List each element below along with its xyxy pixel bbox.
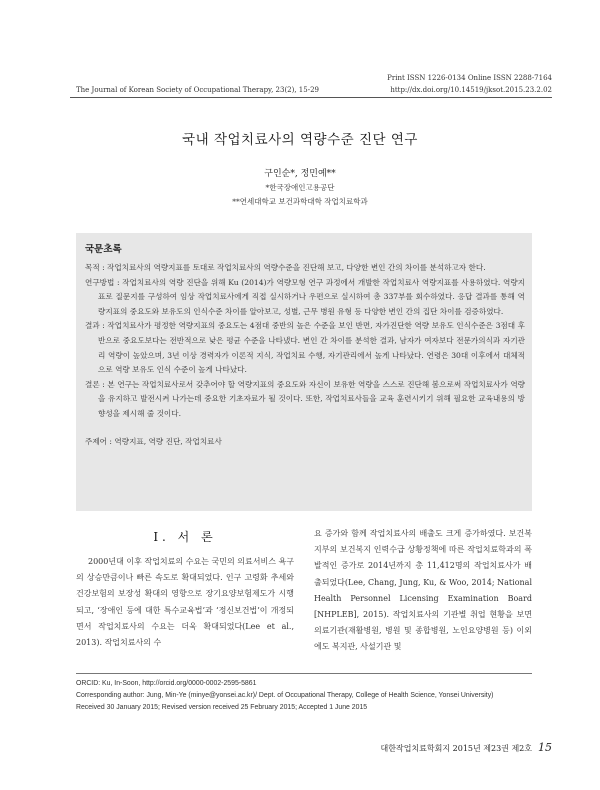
abstract-keywords: 주제어 : 역량지표, 역량 진단, 작업치료사 <box>85 436 222 446</box>
footnote-received-dates: Received 30 January 2015; Revised version received 25 February 2015; Accepted 1 June 2015 <box>76 704 368 711</box>
affiliation-2: **연세대학교 보건과학대학 작업치료학과 <box>232 197 368 206</box>
abstract-method: 연구방법 : 작업치료사의 역량 진단을 위해 Ku (2014)가 역량모형 연구 과정에서 개발한 작업치료사 역량지표를 사용하였다. 역량지표로 질문지를 구성하여 임상 작업치료사에게 직접 실시하거나 우편으로 실시하여 총 337부를 회수하였다. 응답 결과를 통해 역량지표의 중요도와 보유도의 인식수준 차이를 알아보고, 성별, 근무 병원 유형 등 다양한 변인 간의 집단 차이를 검증하였다. <box>85 277 525 316</box>
issn-line: Print ISSN 1226-0134 Online ISSN 2288-7164 <box>387 74 552 82</box>
body-left-column: 2000년대 이후 작업치료의 수요는 국민의 의료서비스 욕구의 상승만큼이나 빠른 속도로 확대되었다. 인구 고령화 추세와 건강보험의 보장성 확대의 영향으로 장기요양보험제도가 시행되고, ‘장애인 등에 대한 특수교육법’과 ‘정신보건법’이 개정되면서 작업치료사의 수요는 더욱 확대되었다(Lee et al., 2013). 작업치료사의 수 <box>76 557 294 648</box>
header-rule <box>70 97 552 98</box>
journal-citation: The Journal of Korean Society of Occupational Therapy, 23(2), 15-29 <box>76 86 319 94</box>
footnote-corresponding-author: Corresponding author: Jung, Min-Ye (minye@yonsei.ac.kr)/ Dept. of Occupational Therapy, College of Health Science, Yonsei University) <box>76 692 494 699</box>
section-heading-introduction: Ⅰ. 서 론 <box>153 530 217 544</box>
abstract-purpose: 목적 : 작업치료사의 역량지표를 토대로 작업치료사의 역량수준을 진단해 보고, 다양한 변인 간의 차이를 분석하고자 한다. <box>85 263 486 272</box>
abstract-heading: 국문초록 <box>85 244 122 255</box>
author-names: 구인순*, 정민예** <box>264 169 336 179</box>
doi-link[interactable]: http://dx.doi.org/10.14519/jksot.2015.23.2.02 <box>390 86 552 94</box>
abstract-results: 결과 : 작업치료사가 평정한 역량지표의 중요도는 4점대 중반의 높은 수준을 보인 반면, 자가진단한 역량 보유도 인식수준은 3점대 후반으로 중요도보다는 전반적으로 낮은 평균 수준을 나타냈다. 변인 간 차이를 분석한 결과, 남자가 여자보다 전문가의식과 자기관리 역량이 높았으며, 3년 이상 경력자가 이론적 지식, 작업치료 수행, 자기관리에서 높게 나타났다. 연령은 30대 이후에서 대체적으로 역량 보유도 인식 수준이 높게 나타났다. <box>85 321 525 375</box>
page-footer <box>381 741 552 754</box>
abstract-conclusion: 결론 : 본 연구는 작업치료사로서 갖추어야 할 역량지표의 중요도와 자신이 보유한 역량을 스스로 진단해 봄으로써 작업치료사가 역량을 유지하고 발전시켜 나가는데 중요한 기초자료가 될 것이다. 또한, 작업치료사들을 교육 훈련시키기 위해 필요한 교육내용의 방향성을 제시해 줄 것이다. <box>85 379 525 418</box>
paper-title: 국내 작업치료사의 역량수준 진단 연구 <box>182 132 418 148</box>
page-number: 15 <box>538 741 552 754</box>
footnote-orcid: ORCID: Ku, In-Soon, http://orcid.org/0000-0002-2595-5861 <box>76 680 257 687</box>
footer-journal-issue: 대한작업치료학회지 2015년 제23권 제2호 <box>380 744 532 753</box>
affiliation-1: *한국장애인고용공단 <box>265 183 335 192</box>
footnotes <box>76 678 546 714</box>
footnote-rule <box>76 673 532 674</box>
body-right-column: 요 증가와 함께 작업치료사의 배출도 크게 증가하였다. 보건복지부의 보건복지 인력수급 상황정책에 따른 작업치료학과의 폭발적인 증가로 2014년까지 총 11,412명의 작업치료사가 배출되었다(Lee, Chang, Jung, Ku, & Woo, 2014; National Health Personnel Licensing Examination Board [NHPLEB], 2015). 작업치료사의 기관별 취업 현황을 보면 의료기관(재활병원, 병원 및 종합병원, 노인요양병원 등) 이외에도 복지관, 사설기관 및 <box>314 529 532 652</box>
korean-abstract-box <box>76 233 532 511</box>
abstract-body <box>85 261 525 449</box>
